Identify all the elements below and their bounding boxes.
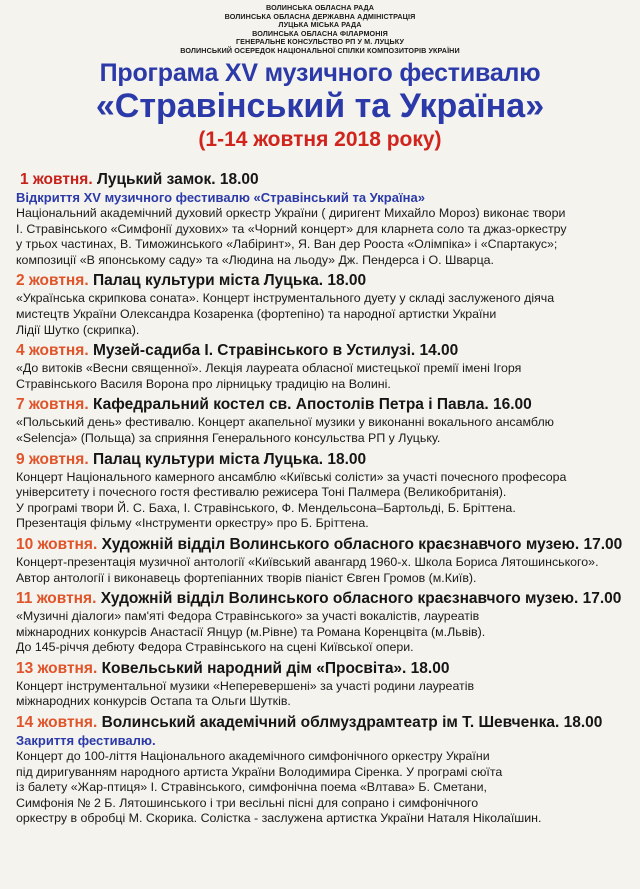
events-list (16, 170, 628, 830)
organizers-block (0, 4, 640, 56)
event-header (16, 341, 628, 361)
event-venue: Ковельський народний дім «Просвіта». 18.00 (101, 659, 450, 677)
description-line: «Українська скрипкова соната». Концерт інструментального дуету у складі заслуженого діяча (16, 291, 555, 306)
description-line: Концерт до 100-ліття Національного академічного симфонічного оркестру України (16, 749, 490, 764)
event-item (16, 589, 628, 656)
event-venue: Музей-садиба І. Стравінського в Устилузі. 14.00 (92, 342, 459, 360)
event-header (16, 659, 628, 679)
description-line: «Музичні діалоги» пам'яті Федора Стравінського» за участі вокалістів, лауреатів (16, 609, 480, 624)
event-venue: Палац культури міста Луцька. 18.00 (92, 272, 367, 290)
event-venue: Кафедральний костел св. Апостолів Петра і Павла. 16.00 (92, 396, 532, 414)
organizer-line: ВОЛИНСЬКИЙ ОСЕРЕДОК НАЦІОНАЛЬНОЇ СПІЛКИ КОМПОЗИТОРІВ УКРАЇНИ (180, 45, 460, 55)
description-line: оркестру в обробці М. Скорика. Солістка - заслужена артистка України Наталя Ніколаїшин. (16, 811, 542, 826)
description-line: міжнародних конкурсів Анастасії Янцур (м.Рівне) та Романа Коренцвіта (м.Львів). (16, 624, 486, 639)
event-date: 14 жовтня. (16, 714, 98, 732)
description-line: Стравінського Василя Ворона про лірницьку традицію на Волині. (16, 376, 391, 391)
event-item (16, 170, 628, 268)
event-item (16, 450, 628, 532)
event-venue: Волинський академічний облмуздрамтеатр ім Т. Шевченка. 18.00 (101, 714, 603, 732)
event-description (16, 206, 628, 268)
event-date: 11 жовтня. (16, 590, 97, 608)
description-line: «Польський день» фестивалю. Концерт акапельної музики у виконанні вокального ансамблю (16, 415, 554, 430)
event-description (16, 361, 628, 392)
description-line: Концерт інструментальної музики «Неперевершені» за участі родини лауреатів (16, 678, 475, 693)
event-description (16, 749, 628, 827)
description-line: композиції «В японському саду» та «Людина на льоду» Дж. Пендерса і О. Шварца. (16, 252, 494, 267)
event-description (16, 679, 628, 710)
event-description (16, 470, 628, 532)
event-date: 1 жовтня. (20, 171, 93, 188)
event-header (16, 535, 628, 555)
description-line: у трьох частинах, В. Тиможинського «Лабіринт», Я. Ван дер Рооста «Олімпіка» і «Спартакус»; (16, 237, 558, 252)
event-venue: Художній відділ Волинського обласного краєзнавчого музею. 17.00 (100, 590, 622, 608)
organizer-line: ВОЛИНСЬКА ОБЛАСНА ФІЛАРМОНІЯ (252, 28, 388, 38)
description-line: під диригуванням народного артиста України Володимира Сіренка. У програмі сюїта (16, 764, 503, 779)
event-date: 10 жовтня. (16, 535, 98, 553)
program-title: Програма XV музичного фестивалю (99, 58, 541, 87)
event-item (16, 271, 628, 338)
event-header (16, 450, 628, 470)
event-description (16, 415, 628, 446)
description-line: Лідії Шутко (скрипка). (16, 322, 140, 337)
event-header (16, 271, 628, 291)
description-line: Презентація фільму «Інструменти оркестру» про Б. Бріттена. (16, 516, 369, 531)
event-date: 2 жовтня. (16, 272, 89, 290)
description-line: мистецтв України Олександра Козаренка (фортепіно) та народної артистки України (16, 306, 497, 321)
organizer-line: ГЕНЕРАЛЬНЕ КОНСУЛЬСТВО РП У М. ЛУЦЬКУ (235, 37, 405, 47)
event-header (16, 589, 628, 609)
description-line: Симфонія № 2 Б. Лятошинського і три весільні пісні для сопрано і симфонічного (16, 795, 479, 810)
festival-dates: (1-14 жовтня 2018 року) (198, 127, 442, 151)
event-venue: Художній відділ Волинського обласного краєзнавчого музею. 17.00 (101, 535, 623, 553)
event-item (16, 395, 628, 446)
event-header (16, 395, 628, 415)
event-item (16, 341, 628, 392)
event-item (16, 535, 628, 586)
event-subtitle: Відкриття XV музичного фестивалю «Стравінський та Україна» (16, 190, 425, 205)
organizer-line: ВОЛИНСЬКА ОБЛАСНА ДЕРЖАВНА АДМІНІСТРАЦІЯ (224, 11, 416, 21)
event-item (16, 713, 628, 827)
event-date: 4 жовтня. (16, 342, 89, 360)
description-line: Концерт Національного камерного ансамблю «Київські солісти» за участі почесного професора (16, 469, 567, 484)
description-line: Національний академічний духовий оркестр України ( диригент Михайло Мороз) виконає твори (16, 206, 566, 220)
description-line: У програмі твори Й. С. Баха, І. Стравінського, Ф. Мендельсона–Бартольді, Б. Бріттена. (16, 500, 516, 515)
organizer-line: ЛУЦЬКА МІСЬКА РАДА (278, 20, 362, 30)
festival-name: «Стравінський та Україна» (95, 86, 545, 125)
description-line: І. Стравінського «Симфонії духових» та «Чорний концерт» для кларнета соло та джаз-оркестру (16, 221, 567, 236)
event-description (16, 555, 628, 586)
description-line: «До витоків «Весни священної». Лекція лауреата обласної мистецької премії імені Ігоря (16, 361, 522, 376)
description-line: «Selencja» (Польща) за сприяння Генерального консульства РП у Луцьку. (16, 430, 441, 445)
description-line: До 145-річчя дебюту Федора Стравінського на сцені Київської опери. (16, 640, 414, 655)
event-header (16, 713, 628, 733)
organizer-line: ВОЛИНСЬКА ОБЛАСНА РАДА (265, 3, 375, 12)
event-description (16, 291, 628, 338)
event-description (16, 609, 628, 656)
event-item (16, 659, 628, 710)
event-date: 9 жовтня. (16, 450, 89, 468)
event-venue: Палац культури міста Луцька. 18.00 (92, 450, 367, 468)
event-date: 13 жовтня. (16, 659, 98, 677)
event-date: 7 жовтня. (16, 396, 89, 414)
description-line: із балету «Жар-птиця» І. Стравінського, симфонічна поема «Влтава» Б. Сметани, (16, 780, 487, 795)
event-header (16, 170, 628, 190)
event-subtitle: Закриття фестивалю. (16, 733, 156, 749)
description-line: Автор антології і виконавець фортепіанних творів піаніст Євген Громов (м.Київ). (16, 570, 477, 585)
description-line: міжнародних конкурсів Остапа та Ольги Шутків. (16, 694, 291, 709)
event-venue: Луцький замок. 18.00 (96, 171, 259, 188)
description-line: Концерт-презентація музичної антології «Київський авангард 1960-х. Школа Бориса Лятошинського». (16, 554, 599, 569)
description-line: університету і почесного гостя фестивалю режисера Тоні Палмера (Великобританія). (16, 485, 507, 500)
